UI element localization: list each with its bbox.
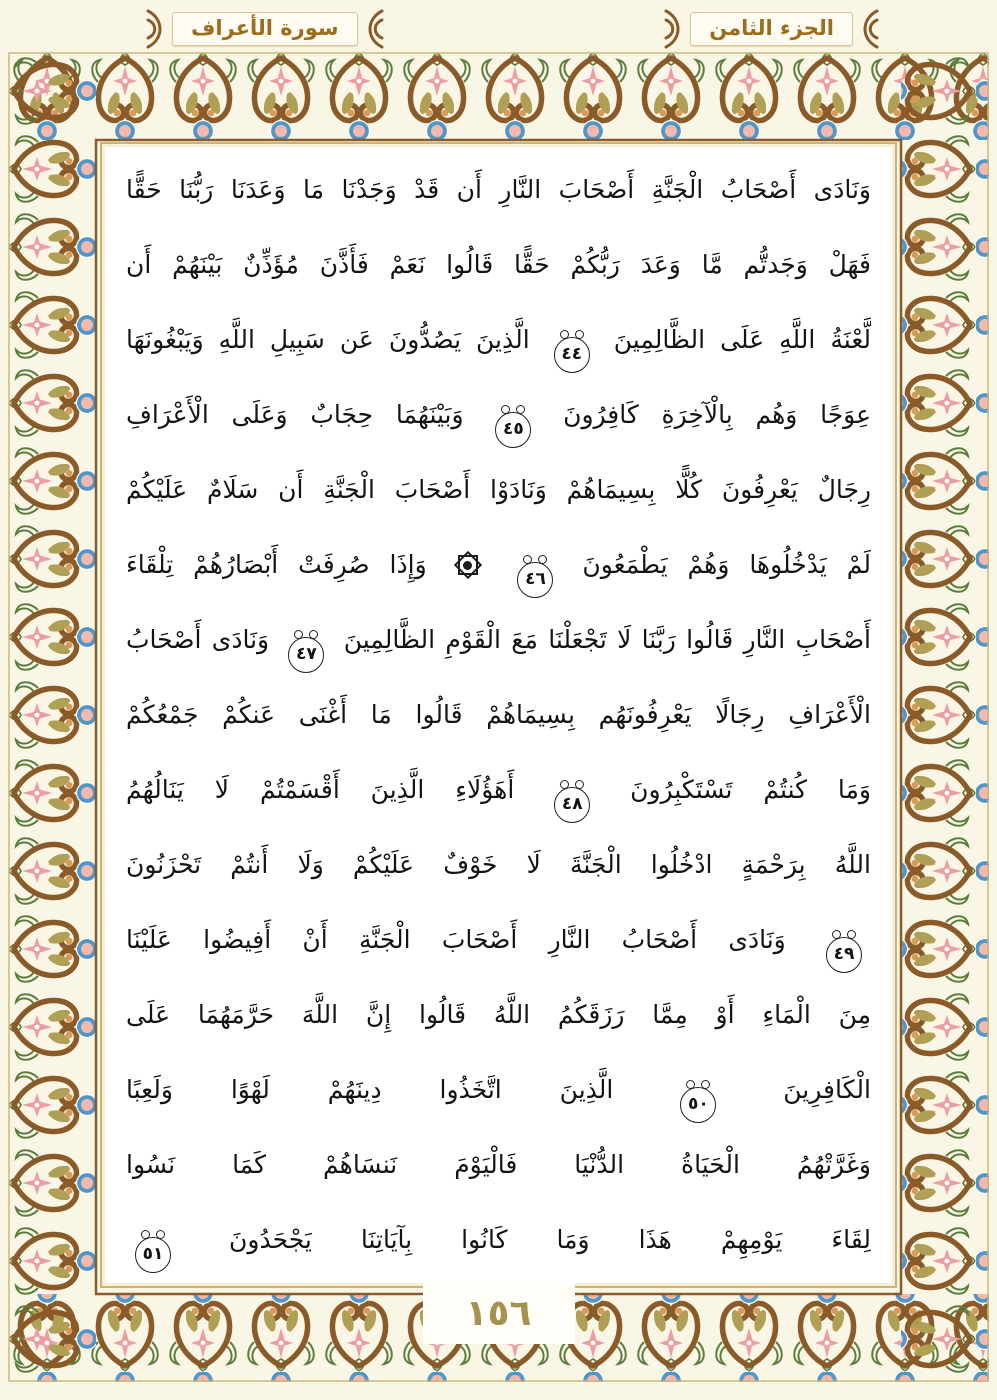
- verse-text: الَّذِينَ اتَّخَذُوا دِينَهُمْ لَهْوًا وَلَعِبًا: [126, 1075, 614, 1104]
- surah-title: سورة الأعراف: [172, 12, 358, 46]
- quran-line-2: [126, 227, 871, 302]
- page-number: ١٥٦: [423, 1282, 575, 1344]
- ayah-marker: [554, 787, 590, 823]
- ayah-number: ٥٠: [687, 1094, 709, 1114]
- ornate-bracket-icon: [857, 9, 879, 49]
- verse-text: أَهَؤُلَاءِ الَّذِينَ أَقْسَمْتُمْ لَا يَنَالُهُمُ: [126, 775, 515, 804]
- ayah-marker: [680, 1087, 716, 1123]
- ayah-number: ٤٥: [502, 419, 524, 439]
- quran-line-15: [126, 1202, 871, 1277]
- quran-line-13: [126, 1052, 871, 1127]
- verse-text: الْأَعْرَافِ رِجَالًا يَعْرِفُونَهُم بِسِيمَاهُمْ قَالُوا مَا أَغْنَى عَنكُمْ جَمْعُكُمْ: [126, 700, 871, 729]
- quran-line-5: [126, 452, 871, 527]
- verse-text: الْكَافِرِينَ: [783, 1075, 871, 1104]
- verse-text: فَهَلْ وَجَدتُّم مَّا وَعَدَ رَبُّكُمْ حَقًّا قَالُوا نَعَمْ فَأَذَّنَ مُؤَذِّنٌ بَيْنَهُمْ أَن: [126, 250, 871, 279]
- verse-text: وَغَرَّتْهُمُ الْحَيَاةُ الدُّنْيَا فَالْيَوْمَ نَنسَاهُمْ كَمَا نَسُوا: [126, 1150, 871, 1179]
- ayah-number: ٤٩: [833, 944, 855, 964]
- quran-line-10: [126, 827, 871, 902]
- verse-text: لَمْ يَدْخُلُوهَا وَهُمْ يَطْمَعُونَ: [582, 550, 871, 579]
- ayah-marker: [495, 412, 531, 448]
- ayah-number: ٤٧: [296, 644, 317, 664]
- surah-cartouche: [146, 9, 384, 49]
- quran-line-7: [126, 602, 871, 677]
- ornate-bracket-icon: [146, 9, 168, 49]
- quran-line-12: [126, 977, 871, 1052]
- page-header: [0, 0, 997, 52]
- ayah-number: ٤٦: [525, 569, 546, 589]
- text-panel: [100, 142, 897, 1288]
- verse-text: وَنَادَى أَصْحَابُ: [126, 625, 270, 654]
- ayah-marker: [517, 562, 553, 598]
- quran-line-1: [126, 152, 871, 227]
- quran-line-6: [126, 527, 871, 602]
- verse-text: عِوَجًا وَهُم بِالْآخِرَةِ كَافِرُونَ: [563, 400, 871, 429]
- verse-text: لِقَاءَ يَوْمِهِمْ هَذَا وَمَا كَانُوا بِآيَاتِنَا يَجْحَدُونَ: [229, 1225, 871, 1254]
- verse-text: وَبَيْنَهُمَا حِجَابٌ وَعَلَى الْأَعْرَافِ: [126, 400, 464, 429]
- quran-line-8: [126, 677, 871, 752]
- verse-text: أَصْحَابِ النَّارِ قَالُوا رَبَّنَا لَا تَجْعَلْنَا مَعَ الْقَوْمِ الظَّالِمِينَ: [343, 625, 871, 654]
- verse-text: رِجَالٌ يَعْرِفُونَ كُلًّا بِسِيمَاهُمْ وَنَادَوْا أَصْحَابَ الْجَنَّةِ أَن سَلَامٌ عَلَيْكُمْ: [126, 475, 871, 504]
- verse-text: وَنَادَى أَصْحَابُ الْجَنَّةِ أَصْحَابَ النَّارِ أَن قَدْ وَجَدْنَا مَا وَعَدَنَا رَبُّنَا حَقًّا: [126, 175, 871, 204]
- quran-line-4: [126, 377, 871, 452]
- juz-title: الجزء الثامن: [690, 12, 853, 46]
- quran-line-11: [126, 902, 871, 977]
- quran-line-3: [126, 302, 871, 377]
- ayah-marker: [554, 337, 590, 373]
- verse-text: اللَّهُ بِرَحْمَةٍ ادْخُلُوا الْجَنَّةَ لَا خَوْفٌ عَلَيْكُمْ وَلَا أَنتُمْ تَحْزَنُونَ: [126, 850, 871, 879]
- ayah-marker: [288, 637, 324, 673]
- rub-el-hizb-icon: [455, 552, 481, 578]
- ayah-number: ٤٨: [561, 794, 583, 814]
- verse-text: وَإِذَا صُرِفَتْ أَبْصَارُهُمْ تِلْقَاءَ: [126, 550, 427, 579]
- ornate-bracket-icon: [664, 9, 686, 49]
- ayah-marker: [826, 937, 862, 973]
- verse-text: لَّعْنَةُ اللَّهِ عَلَى الظَّالِمِينَ: [613, 325, 871, 354]
- verse-text: مِنَ الْمَاءِ أَوْ مِمَّا رَزَقَكُمُ اللَّهُ قَالُوا إِنَّ اللَّهَ حَرَّمَهُمَا عَلَى: [126, 1000, 871, 1029]
- ayah-number: ٥١: [142, 1244, 164, 1264]
- ornate-bracket-icon: [362, 9, 384, 49]
- ayah-marker: [135, 1237, 171, 1273]
- rub-el-hizb-part: [463, 561, 472, 570]
- ayah-number: ٤٤: [561, 344, 583, 364]
- juz-cartouche: [664, 9, 879, 49]
- verse-text: وَمَا كُنتُمْ تَسْتَكْبِرُونَ: [630, 775, 871, 804]
- verse-text: الَّذِينَ يَصُدُّونَ عَن سَبِيلِ اللَّهِ وَيَبْغُونَهَا: [126, 325, 530, 354]
- quran-line-14: [126, 1127, 871, 1202]
- verse-text: وَنَادَى أَصْحَابُ النَّارِ أَصْحَابَ الْجَنَّةِ أَنْ أَفِيضُوا عَلَيْنَا: [126, 925, 786, 954]
- quran-line-9: [126, 752, 871, 827]
